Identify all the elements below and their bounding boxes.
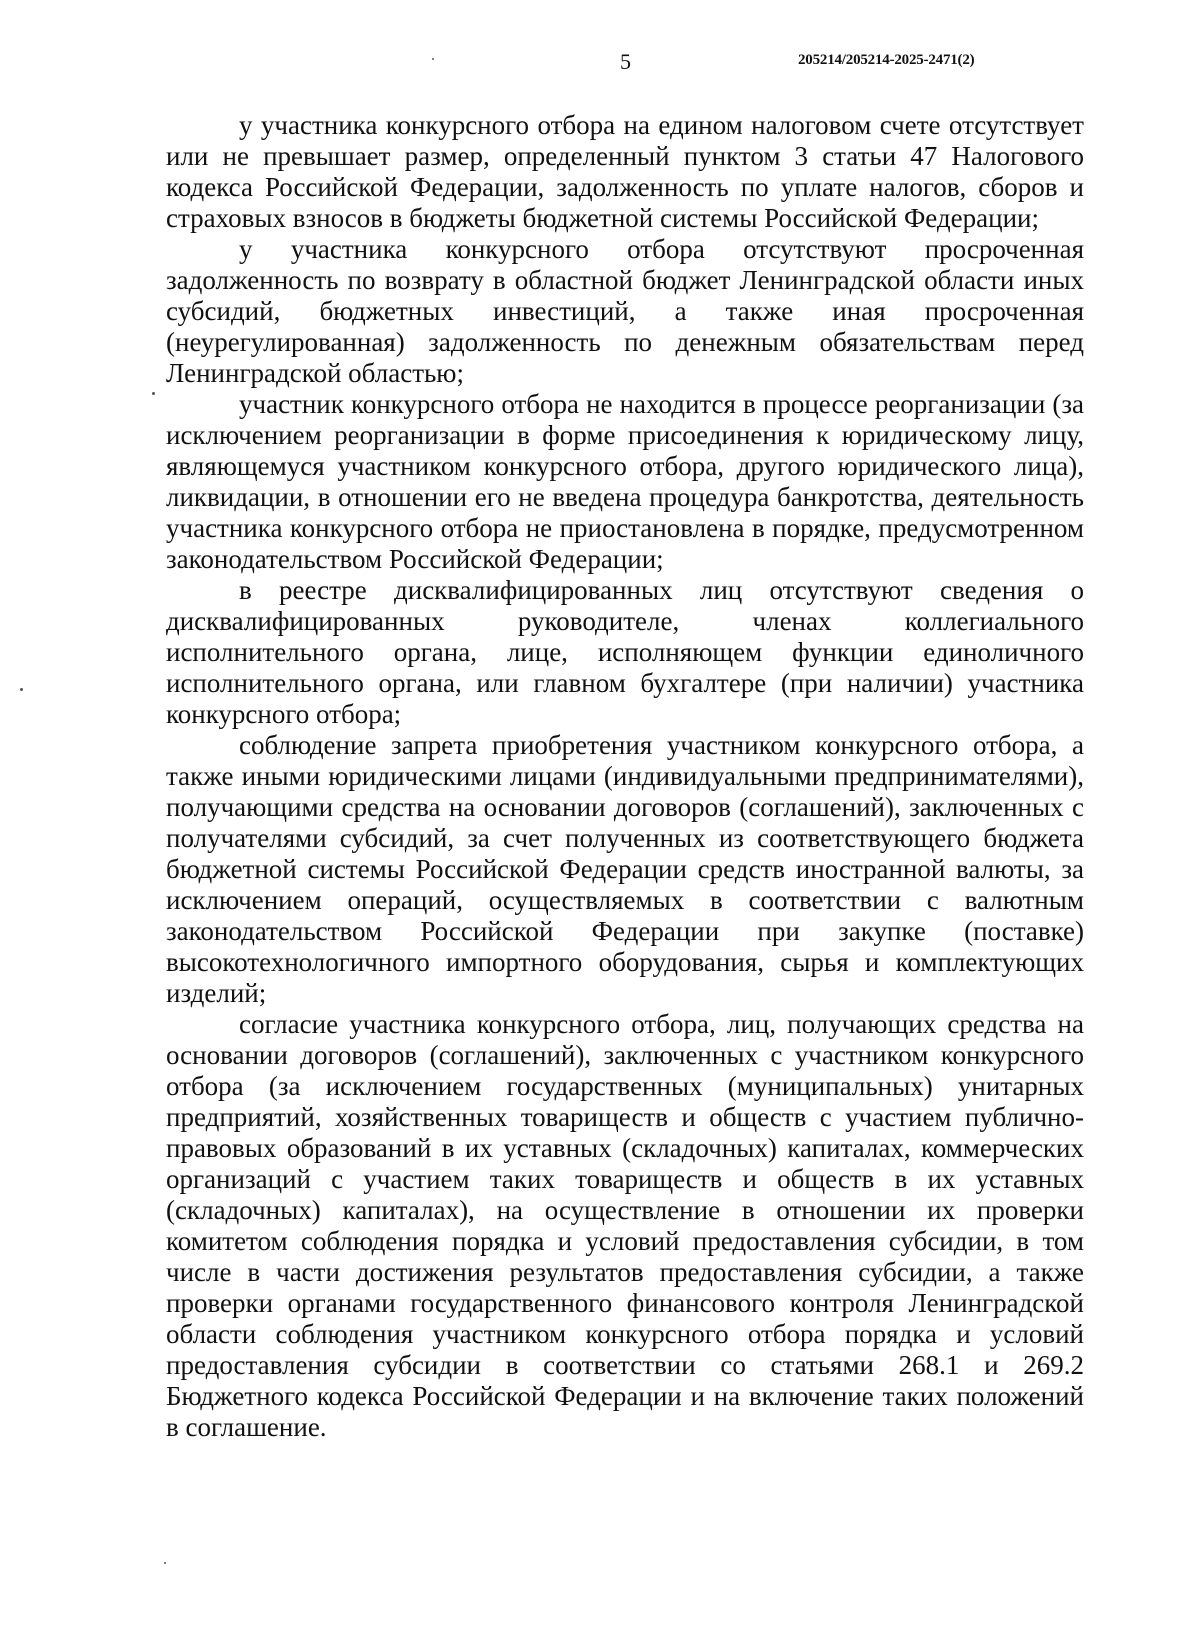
paragraph-currency-ban: соблюдение запрета приобретения участником конкурсного отбора, а также иными юридическими лицами (индивидуальными предпринимателями), получающими средства на основании договоров (соглашений), заключенных с получателями субсидий, за счет полученных из соответствующего бюджета бюджетной системы Российской Федерации средств иностранной валюты, за исключением операций, осуществляемых в соответствии с валютным законодательством Российской Федерации при закупке (поставке) высокотехнологичного импортного оборудования, сырья и комплектующих изделий; (166, 730, 1084, 1008)
paragraph-reorganization: участник конкурсного отбора не находится в процессе реорганизации (за исключением реорганизации в форме присоединения к юридическому лицу, являющемуся участником конкурсного отбора, другого юридического лица), ликвидации, в отношении его не введена процедура банкротства, деятельность участника конкурсного отбора не приостановлена в порядке, предусмотренном законодательством Российской Федерации; (166, 389, 1084, 574)
scan-speck (164, 1562, 166, 1564)
paragraph-overdue-debt: у участника конкурсного отбора отсутствуют просроченная задолженность по возврату в областной бюджет Ленинградской области иных субсидий, бюджетных инвестиций, а также иная просроченная (неурегулированная) задолженность по денежным обязательствам перед Ленинградской областью; (166, 234, 1084, 388)
paragraph-tax-debt: у участника конкурсного отбора на едином налоговом счете отсутствует или не превышает размер, определенный пунктом 3 статьи 47 Налогового кодекса Российской Федерации, задолженность по уплате налогов, сборов и страховых взносов в бюджеты бюджетной системы Российской Федерации; (166, 110, 1084, 233)
page-number: 5 (620, 49, 631, 74)
paragraph-audit-consent: согласие участника конкурсного отбора, лиц, получающих средства на основании договоров (соглашений), заключенных с участником конкурсного отбора (за исключением государственных (муниципальных) унитарных предприятий, хозяйственных товариществ и обществ с участием публично-правовых образований в их уставных (складочных) капиталах, коммерческих организаций с участием таких товариществ и обществ в их уставных (складочных) капиталах), на осуществление в отношении их проверки комитетом соблюдения порядка и условий предоставления субсидии, в том числе в части достижения результатов предоставления субсидии, а также проверки органами государственного финансового контроля Ленинградской области соблюдения участником конкурсного отбора порядка и условий предоставления субсидии в соответствии со статьями 268.1 и 269.2 Бюджетного кодекса Российской Федерации и на включение таких положений в соглашение. (166, 1009, 1084, 1442)
paragraph-disqualified-registry: в реестре дисквалифицированных лиц отсутствуют сведения о дисквалифицированных руководителе, членах коллегиального исполнительного органа, лице, исполняющем функции единоличного исполнительного органа, или главном бухгалтере (при наличии) участника конкурсного отбора; (166, 575, 1084, 729)
document-body (166, 110, 1084, 1443)
scan-speck (152, 392, 155, 395)
document-id: 205214/205214-2025-2471(2) (798, 52, 975, 68)
scan-speck (20, 688, 23, 691)
scan-speck (432, 58, 434, 60)
